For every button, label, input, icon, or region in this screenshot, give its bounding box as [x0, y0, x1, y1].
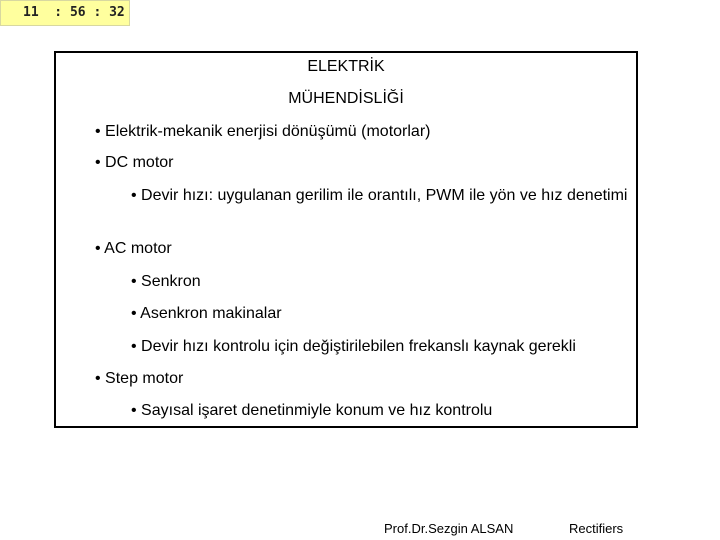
footer-author: Prof.Dr.Sezgin ALSAN — [384, 521, 514, 536]
subbullet-synchronous: • Senkron — [131, 273, 201, 290]
slide-title-line1: ELEKTRİK — [307, 58, 385, 75]
subbullet-asynchronous: • Asenkron makinalar — [131, 305, 282, 322]
subbullet-step-control: • Sayısal işaret denetinmiyle konum ve hız kontrolu — [131, 402, 493, 419]
bullet-dc-motor: • DC motor — [95, 154, 174, 171]
slide-title-line2: MÜHENDİSLİĞİ — [288, 90, 404, 107]
subbullet-dc-speed-control: • Devir hızı: uygulanan gerilim ile orantılı, PWM ile yön ve hız denetimi — [131, 187, 628, 204]
bullet-step-motor: • Step motor — [95, 370, 184, 387]
bullet-energy-conversion: • Elektrik-mekanik enerjisi dönüşümü (motorlar) — [95, 123, 431, 140]
footer-topic: Rectifiers — [569, 521, 624, 536]
bullet-ac-motor: • AC motor — [95, 240, 172, 257]
clock-display: 11 : 56 : 32 — [0, 0, 130, 26]
subbullet-ac-speed-control: • Devir hızı kontrolu için değiştirilebilen frekanslı kaynak gerekli — [131, 338, 576, 355]
